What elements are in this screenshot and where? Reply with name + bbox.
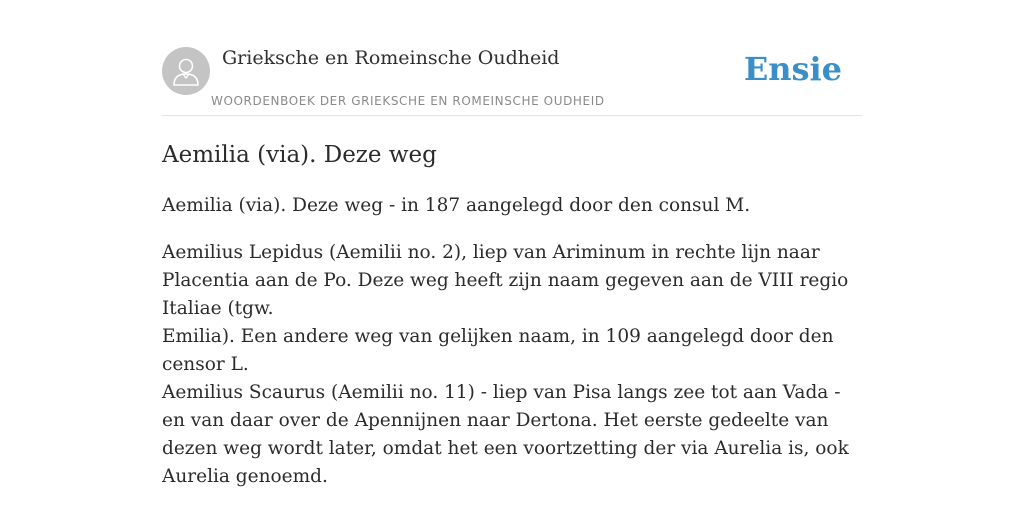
entry-paragraph: Aemilius Lepidus (Aemilii no. 2), liep van Ariminum in rechte lijn naar Placentia aan de Po. Deze weg heeft zijn naam gegeven aan de VIII regio Italiae (tgw. xyxy=(162,242,849,319)
source-title[interactable]: Grieksche en Romeinsche Oudheid xyxy=(222,47,560,69)
entry-paragraph: Emilia). Een andere weg van gelijken naam, in 109 aangelegd door den censor L. xyxy=(162,326,834,375)
header xyxy=(162,0,862,116)
entry-paragraph: Aemilius Scaurus (Aemilii no. 11) - liep van Pisa langs zee tot aan Vada - en van daar over de Apennijnen naar Dertona. Het eerste gedeelte van dezen weg wordt later, omdat het een voortzetting der via Aurelia is, ook Aurelia genoemd. xyxy=(162,382,849,487)
avatar[interactable] xyxy=(162,47,210,95)
source-subtitle[interactable]: WOORDENBOEK DER GRIEKSCHE EN ROMEINSCHE OUDHEID xyxy=(211,94,605,108)
entry-title: Aemilia (via). Deze weg xyxy=(162,142,437,168)
brand-logo-link[interactable]: Ensie xyxy=(743,50,842,88)
page xyxy=(162,0,862,512)
entry-paragraph: Aemilia (via). Deze weg - in 187 aangelegd door den consul M. xyxy=(162,195,751,216)
user-icon xyxy=(172,56,200,86)
